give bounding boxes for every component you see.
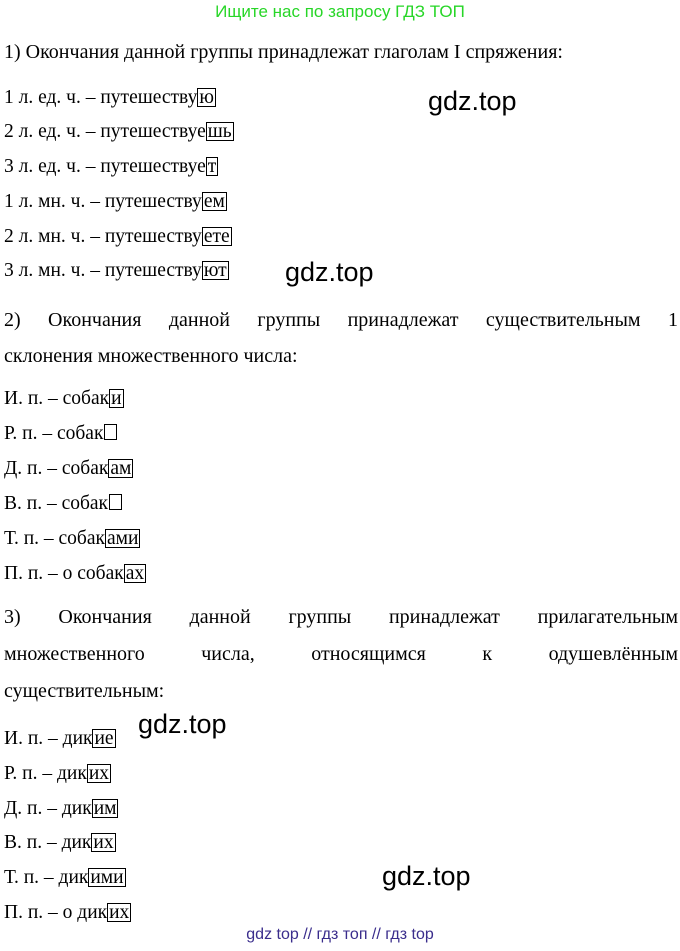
verb-form-row: 2 л. ед. ч. – путешествуе шь: [4, 121, 232, 142]
watermark: gdz.top: [382, 861, 471, 891]
watermark: gdz.top: [138, 709, 227, 739]
ending-box: ами: [106, 528, 139, 549]
adjective-case-row: В. п. – дик их: [4, 832, 114, 853]
verb-form-row: 2 л. мн. ч. – путешеству ете: [4, 226, 230, 247]
verb-form-row: 1 л. ед. ч. – путешеству ю: [4, 87, 214, 108]
adjective-case-row: Р. п. – дик их: [4, 763, 109, 784]
ending-box: ах: [125, 563, 145, 584]
ending-box: их: [93, 832, 114, 853]
ending-box: их: [88, 763, 109, 784]
ending-box: шь: [207, 121, 232, 142]
ending-box: ими: [90, 867, 124, 888]
verb-form-row: 3 л. мн. ч. – путешеству ют: [4, 260, 227, 281]
ending-box: ю: [199, 87, 214, 108]
adjective-case-row: Т. п. – дик ими: [4, 867, 124, 888]
ending-box: их: [109, 902, 130, 923]
verb-form-row: 1 л. мн. ч. – путешеству ем: [4, 191, 225, 212]
heading-line: множественного числа, относящимся к одушевлённым: [4, 643, 678, 665]
heading-line: склонения множественного числа:: [4, 345, 298, 367]
watermark: gdz.top: [285, 257, 374, 287]
ending-box: и: [111, 388, 122, 409]
top-banner: Ищите нас по запросу ГДЗ ТОП: [215, 2, 465, 21]
adjective-case-row: П. п. – о дик их: [4, 902, 130, 923]
zero-ending-box: [104, 424, 117, 440]
noun-case-row: И. п. – собак и: [4, 388, 122, 409]
ending-box: ют: [203, 260, 227, 281]
ending-box: т: [207, 156, 217, 177]
verb-form-row: 3 л. ед. ч. – путешествуе т: [4, 156, 217, 177]
heading-line: 3) Окончания данной группы принадлежат прилагательным: [4, 606, 678, 628]
heading-line: 2) Окончания данной группы принадлежат существительным 1: [4, 309, 678, 331]
noun-case-row: Т. п. – собак ами: [4, 528, 139, 549]
noun-case-row: Д. п. – собак ам: [4, 458, 132, 479]
noun-case-row: П. п. – о собак ах: [4, 563, 145, 584]
heading-line: существительным:: [4, 680, 165, 702]
ending-box: ем: [203, 191, 225, 212]
watermark: gdz.top: [428, 86, 517, 116]
noun-case-row: Р. п. – собак: [4, 423, 117, 445]
noun-case-row: В. п. – собак: [4, 493, 122, 515]
adjective-case-row: Д. п. – дик им: [4, 798, 117, 819]
adjective-case-row: И. п. – дик ие: [4, 728, 114, 749]
ending-box: ете: [203, 226, 230, 247]
ending-box: ие: [94, 728, 114, 749]
zero-ending-box: [109, 494, 122, 510]
section-1-heading: 1) Окончания данной группы принадлежат глаголам I спряжения:: [4, 41, 563, 63]
footer: gdz top // гдз топ // гдз top: [246, 926, 434, 943]
ending-box: ам: [110, 458, 132, 479]
ending-box: им: [93, 798, 117, 819]
